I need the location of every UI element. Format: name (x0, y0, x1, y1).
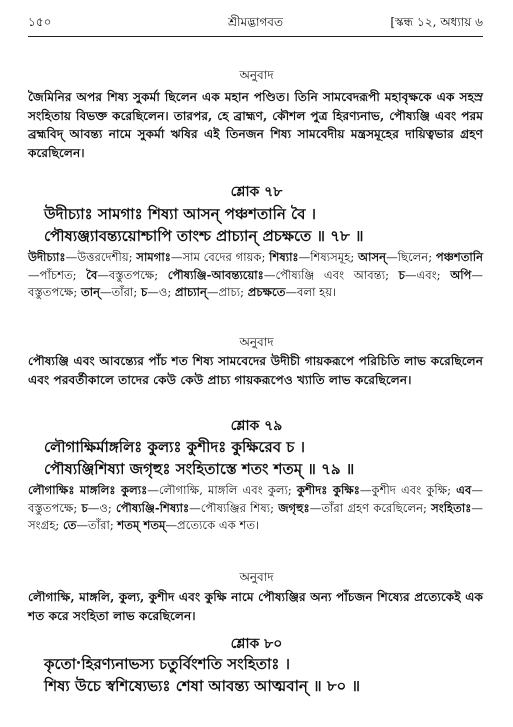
verse-80-line-2: শিষ্য উচে স্বশিষ্যেভ্যঃ শেষা আবন্ত্য আত্মবান্ ॥ ৮০ ॥ (44, 677, 361, 695)
chapter-reference: [স্কন্ধ ১২, অধ্যায় ৬ (390, 15, 483, 29)
synonym-meaning: —সাম বেদের গায়ক; (170, 250, 270, 264)
header-rule (28, 36, 483, 37)
synonym-term: চ (398, 267, 405, 282)
synonym-term: অপি (450, 267, 472, 282)
synonym-term: পঞ্চশতানি (435, 250, 483, 264)
synonyms-79 (28, 482, 483, 535)
synonym-term: চ (81, 500, 88, 515)
translation-paragraph-78: পৌষ্যঞ্জি এবং আবন্ত্যের পাঁচ শত শিষ্য সামবেদের উদীচী গায়করূপে পরিচিতি লাভ করেছিলেন এবং পরবর্তীকালে তাদের কেউ কেউ প্রাচ্য গায়করূপেও খ্যাতি লাভ করেছিলেন। (28, 354, 483, 387)
synonym-term: সংহিতাঃ (431, 500, 472, 515)
verse-78-line-2: পৌষ্যঞ্জ্যাবন্ত্যয়োশ্চাপি তাংশ্চ প্রাচ্যান্ প্রচক্ষতে ॥ ৭৮ ॥ (44, 227, 364, 245)
synonym-term: চ (141, 285, 148, 299)
synonym-meaning: —ও; (87, 500, 116, 515)
synonym-term: তে (63, 518, 77, 532)
synonym-term: পৌষ্যঞ্জি-আবন্ত্যয়োঃ (167, 267, 264, 282)
synonym-term: কুশীদঃ কুক্ষিঃ (296, 483, 360, 497)
synonym-meaning: —ছিলেন; (386, 250, 436, 264)
verse-78-line-1: উদীচ্যাঃ সামগাঃ শিষ্যা আসন্ পঞ্চশতানি বৈ । (44, 205, 317, 223)
synonym-term: উদীচ্যাঃ (28, 250, 66, 264)
synonym-meaning: —তাঁরা; (100, 285, 141, 299)
synonym-term: এব (456, 483, 472, 497)
synonym-term: প্রচক্ষতে (247, 285, 286, 299)
synonym-term: শিষ্যাঃ (269, 250, 299, 264)
synonym-meaning: —ও; (147, 285, 175, 299)
shloka-80-heading: শ্লোক ৮০ (230, 636, 283, 652)
synonym-term: প্রাচ্যান্ (174, 285, 207, 299)
translation-heading-79: অনুবাদ (239, 570, 274, 584)
synonym-meaning: —বস্তুতপক্ষে; (28, 267, 484, 299)
page-number: ১৫০ (28, 15, 52, 29)
synonym-meaning: —বস্তুতপক্ষে; (97, 267, 168, 282)
synonym-term: বৈ (86, 267, 98, 282)
translation-heading: অনুবাদ (239, 68, 274, 82)
synonym-term: শতম্ শতম্ (117, 518, 166, 532)
synonym-meaning: —এবং; (404, 267, 451, 282)
synonym-meaning: —পৌষ্যঞ্জির শিষ্য; (189, 500, 279, 515)
translation-paragraph-79: লৌগাক্ষি, মাঙ্গলি, কুল্য, কুশীদ এবং কুক্ষি নামে পৌষ্যঞ্জির অন্য পাঁচজন শিষ্যের প্রত্যেকেই এক শত করে সংহিতা লাভ করেছিলেন। (28, 590, 483, 623)
shloka-79-heading: শ্লোক ৭৯ (230, 418, 283, 434)
synonym-term: সামগাঃ (136, 250, 171, 264)
synonym-term: জগৃহুঃ (278, 500, 310, 515)
synonyms-78 (28, 249, 483, 302)
synonym-meaning: —পাঁচশত; (28, 267, 87, 282)
synonym-term: তান্ (81, 285, 100, 299)
verse-79-line-2: পৌষ্যঞ্জিশিষ্যা জগৃহুঃ সংহিতাস্তে শতং শতম্ ॥ ৭৯ ॥ (44, 460, 355, 478)
verse-78 (44, 203, 473, 247)
translation-paragraph-77: জৈমিনির অপর শিষ্য সুকর্মা ছিলেন এক মহান পণ্ডিত। তিনি সামবেদরূপী মহাবৃক্ষকে এক সহস্র সংহিতায় বিভক্ত করেছিলেন। তারপর, হে ব্রাহ্মণ, কৌশল পুত্র হিরণ্যনাভ, পৌষ্যঞ্জি এবং পরম ব্রহ্মবিদ্ আবন্ত্য নামে সুকর্মা ঋষির এই তিনজন শিষ্য সামবেদীয় মন্ত্রসমূহের দায়িত্বভার গ্রহণ করেছিলেন। (28, 90, 483, 160)
synonym-meaning: —লৌগাক্ষি, মাঙ্গলি এবং কুল্য; (147, 483, 297, 497)
synonym-term: আসন্ (357, 250, 387, 264)
verse-79-line-1: লৌগাক্ষির্মাঙ্গলিঃ কুল্যঃ কুশীদঃ কুক্ষিরেব চ । (44, 438, 305, 456)
book-title: শ্রীমদ্ভাগবত (227, 15, 283, 29)
verse-79 (44, 436, 473, 480)
synonym-meaning: —বস্তুতপক্ষে; (28, 483, 483, 515)
synonym-meaning: —কুশীদ এবং কুক্ষি; (359, 483, 457, 497)
synonym-meaning: —বলা হয়। (285, 285, 337, 299)
page-header (28, 14, 483, 32)
synonym-meaning: —তাঁরা গ্রহণ করেছিলেন; (309, 500, 432, 515)
synonym-meaning: —সংগ্রহ; (28, 500, 483, 532)
synonym-meaning: —তাঁরা; (76, 518, 118, 532)
synonym-meaning: —প্রাচ্য; (206, 285, 248, 299)
shloka-78-heading: শ্লোক ৭৮ (230, 184, 283, 200)
synonym-term: পৌষ্যঞ্জি-শিষ্যাঃ (115, 500, 190, 515)
verse-80-line-1: কৃতো হিরণ্যনাভস্য চতুর্বিংশতি সংহিতাঃ । (44, 655, 290, 673)
translation-heading-78: অনুবাদ (239, 335, 274, 349)
verse-80 (44, 653, 473, 697)
synonym-meaning: —উত্তরদেশীয়; (65, 250, 137, 264)
synonym-meaning: —পৌষ্যঞ্জি এবং আবন্ত্য; (263, 267, 399, 282)
synonym-term: লৌগাক্ষিঃ মাঙ্গলিঃ কুল্যঃ (28, 483, 148, 497)
synonym-meaning: —শিষ্যসমূহ; (298, 250, 358, 264)
synonym-meaning: —প্রত্যেকে এক শত। (165, 518, 260, 532)
